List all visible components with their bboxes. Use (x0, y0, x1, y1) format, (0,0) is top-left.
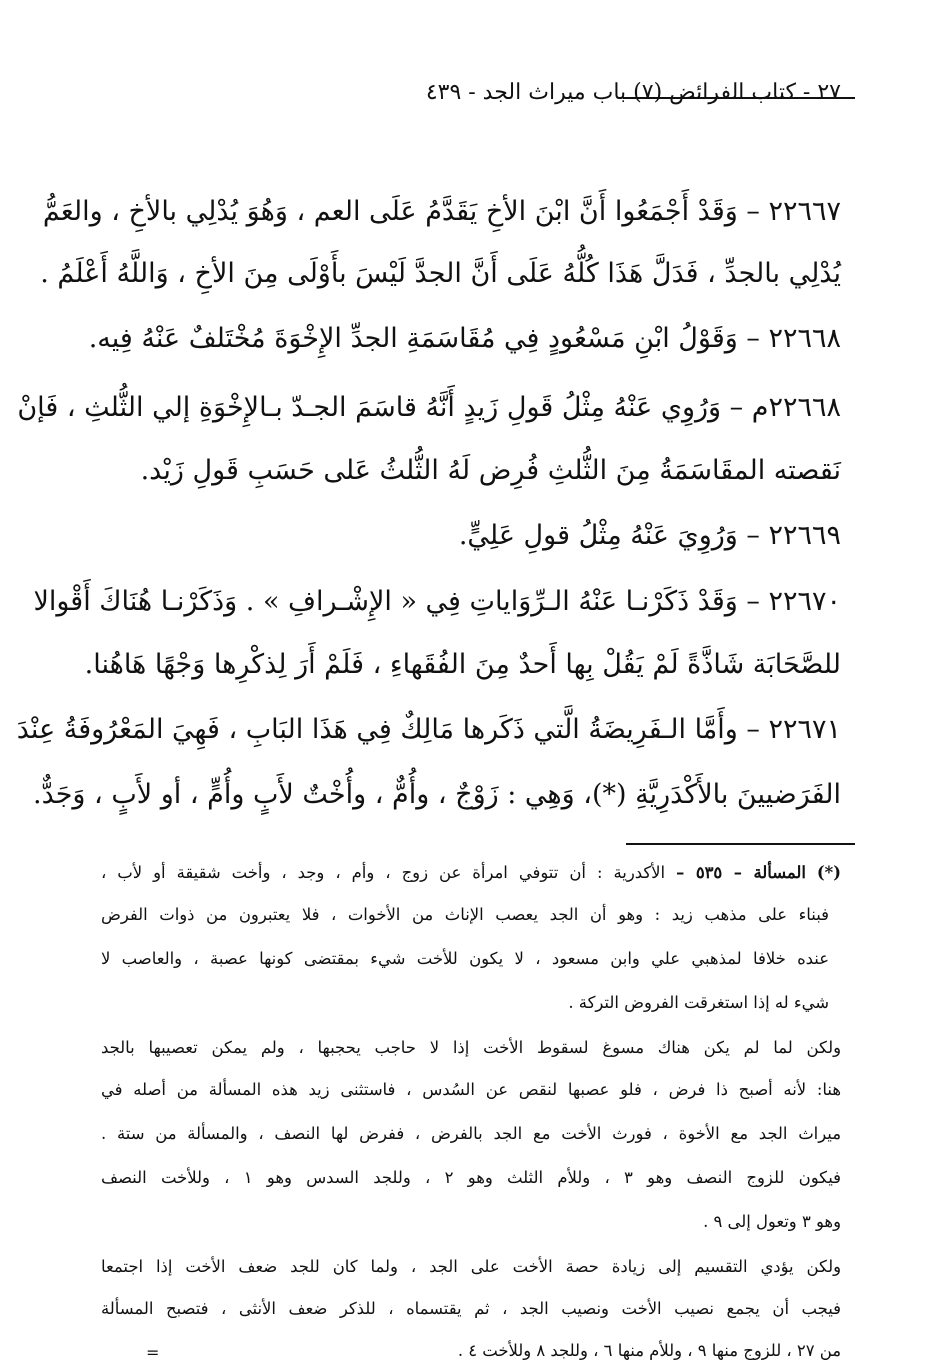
footnote-rule (626, 843, 855, 845)
footnote-line-12: من ٢٧ ، للزوج منها ٩ ، وللأم منها ٦ ، وللجد ٨ وللأخت ٤ . (457, 1341, 841, 1360)
footnote-line-2: فبناء على مذهب زيد : وهو أن الجد يعصب الإناث من الأخوات ، فلا يعتبرون من ذوات الفرض (101, 905, 829, 924)
footnote-line-1 (101, 860, 841, 886)
paragraph-number: ٢٢٦٦٩ (768, 520, 841, 551)
footnote-line-11: فيجب أن يجمع نصيب الأخت ونصيب الجد ، ثم يقتسماه ، للذكر ضعف الأنثى ، فتصبح المسألة (101, 1299, 841, 1318)
paragraph-number: ٢٢٦٧١ (768, 714, 841, 745)
footnote-line-10: ولكن يؤدي التقسيم إلى زيادة حصة الأخت على الجد ، ولما كان للجد ضعف الأخت إذا اجتمعا (101, 1257, 841, 1276)
paragraph-text: – وأَمَّا الـفَرِيضَةُ الَّتي ذَكَرها مَالِكٌ فِي هَذَا البَابِ ، فَهِيَ المَعْرُوفَةُ عِنْدَ (16, 714, 760, 745)
paragraph-22669-line-1 (106, 516, 841, 556)
footnote-line-3: عنده خلافا لمذهبي علي وابن مسعود ، لا يكون للأخت شيء بمقتضى كونها عصبة ، والعاصب لا (101, 949, 829, 968)
paragraph-text: – وَرُوِي عَنْهُ مِثْلُ قَولِ زَيدٍ أَنَّهُ قاسَمَ الجـدّ بـالإِخْوَةِ إلي الثُّلثِ ، فَإنْ (17, 392, 744, 423)
paragraph-22671-line-2: الفَرَضيينَ بالأَكْدَرِيَّةِ (*)، وَهِي : زَوْجٌ ، وأُمٌّ ، وأُخْتٌ لأَبٍ وأُمٍّ ، أو لأَبٍ ، وَجَدٌّ. (32, 779, 841, 810)
paragraph-22671-line-1 (16, 710, 841, 750)
paragraph-text: – وَقَدْ ذَكَرْنـا عَنْهُ الـرِّوَاياتِ فِي « الإِشْـرافِ » . وَذَكَرْنـا هُنَاكَ أَقْوالا (33, 586, 760, 617)
continuation-mark: = (146, 1343, 160, 1362)
footnote-line-6: هنا: لأنه أصبح ذا فرض ، فلو عصبها لنقص عن السُدس ، فاستثنى زيد هذه المسألة من أصله في (101, 1080, 841, 1099)
paragraph-22670-line-1 (33, 582, 841, 622)
footnote-text: الأكدرية : أن تتوفي امرأة عن زوج ، وأم ، وجد ، وأخت شقيقة أو لأب ، (101, 863, 666, 882)
footnote-line-4: شيء له إذا استغرقت الفروض التركة . (568, 993, 829, 1012)
footnote-line-9: وهو ٣ وتعول إلى ٩ . (703, 1212, 841, 1231)
paragraph-number: ٢٢٦٦٨ (768, 323, 841, 354)
paragraph-22667-line-1 (42, 192, 841, 232)
paragraph-number: ٢٢٦٦٧ (768, 196, 841, 227)
paragraph-22668m-line-1 (17, 388, 841, 428)
footnote-lead: المسألة – ٥٣٥ – (676, 863, 806, 882)
paragraph-22668-line-1 (88, 319, 841, 359)
paragraph-22670-line-2: للصَّحَابَة شَاذَّةً لَمْ يَقُلْ بِها أَحدٌ مِنَ الفُقَهاءِ ، فَلَمْ أَرَ لِذكْرِها وَجْهًا هَاهُنا. (84, 649, 841, 680)
footnote-line-5: ولكن لما لم يكن هناك مسوغ لسقوط الأخت إذا لا حاجب يحجبها ، ولم يمكن تعصيبها بالجد (101, 1038, 841, 1057)
paragraph-text: – وَقَدْ أَجْمَعُوا أَنَّ ابْنَ الأخِ يَقَدَّمُ عَلَى العم ، وَهُوَ يُدْلِي بالأخِ ، والعَمُّ (42, 196, 760, 227)
footnote-line-7: ميراث الجد مع الأخوة ، فورث الأخت مع الجد بالفرض ، ففرض لها النصف ، والمسألة من ستة . (101, 1124, 841, 1143)
running-header: ٢٧ - كتاب الفرائض (٧) باب ميراث الجد - ٤٣٩ (425, 80, 841, 105)
paragraph-22667-line-2: يُدْلِي بالجدِّ ، فَدَلَّ هَذَا كُلُّهُ عَلَى أَنَّ الجدَّ لَيْسَ بأَوْلَى مِنَ الأخِ ، وَاللَّهُ أَعْلَمُ . (40, 258, 841, 289)
paragraph-22668m-line-2: نَقصته المقَاسَمَةُ مِنَ الثُّلثِ فُرِض لَهُ الثُّلثُ عَلى حَسَبِ قَولِ زَيْد. (140, 455, 841, 486)
paragraph-text: – وَرُوِيَ عَنْهُ مِثْلُ قولِ عَلِيٍّ. (458, 520, 760, 551)
paragraph-number: ٢٢٦٦٨م (751, 392, 841, 423)
footnote-marker: (*) (816, 863, 842, 882)
footnote-line-8: فيكون للزوج النصف وهو ٣ ، وللأم الثلث وهو ٢ ، وللجد السدس وهو ١ ، وللأخت النصف (101, 1168, 842, 1187)
paragraph-text: – وَقَوْلُ ابْنِ مَسْعُودٍ فِي مُقَاسَمَةِ الجدِّ الإِخْوَةَ مُخْتَلفٌ عَنْهُ فِيه. (88, 323, 760, 354)
paragraph-number: ٢٢٦٧٠ (768, 586, 841, 617)
